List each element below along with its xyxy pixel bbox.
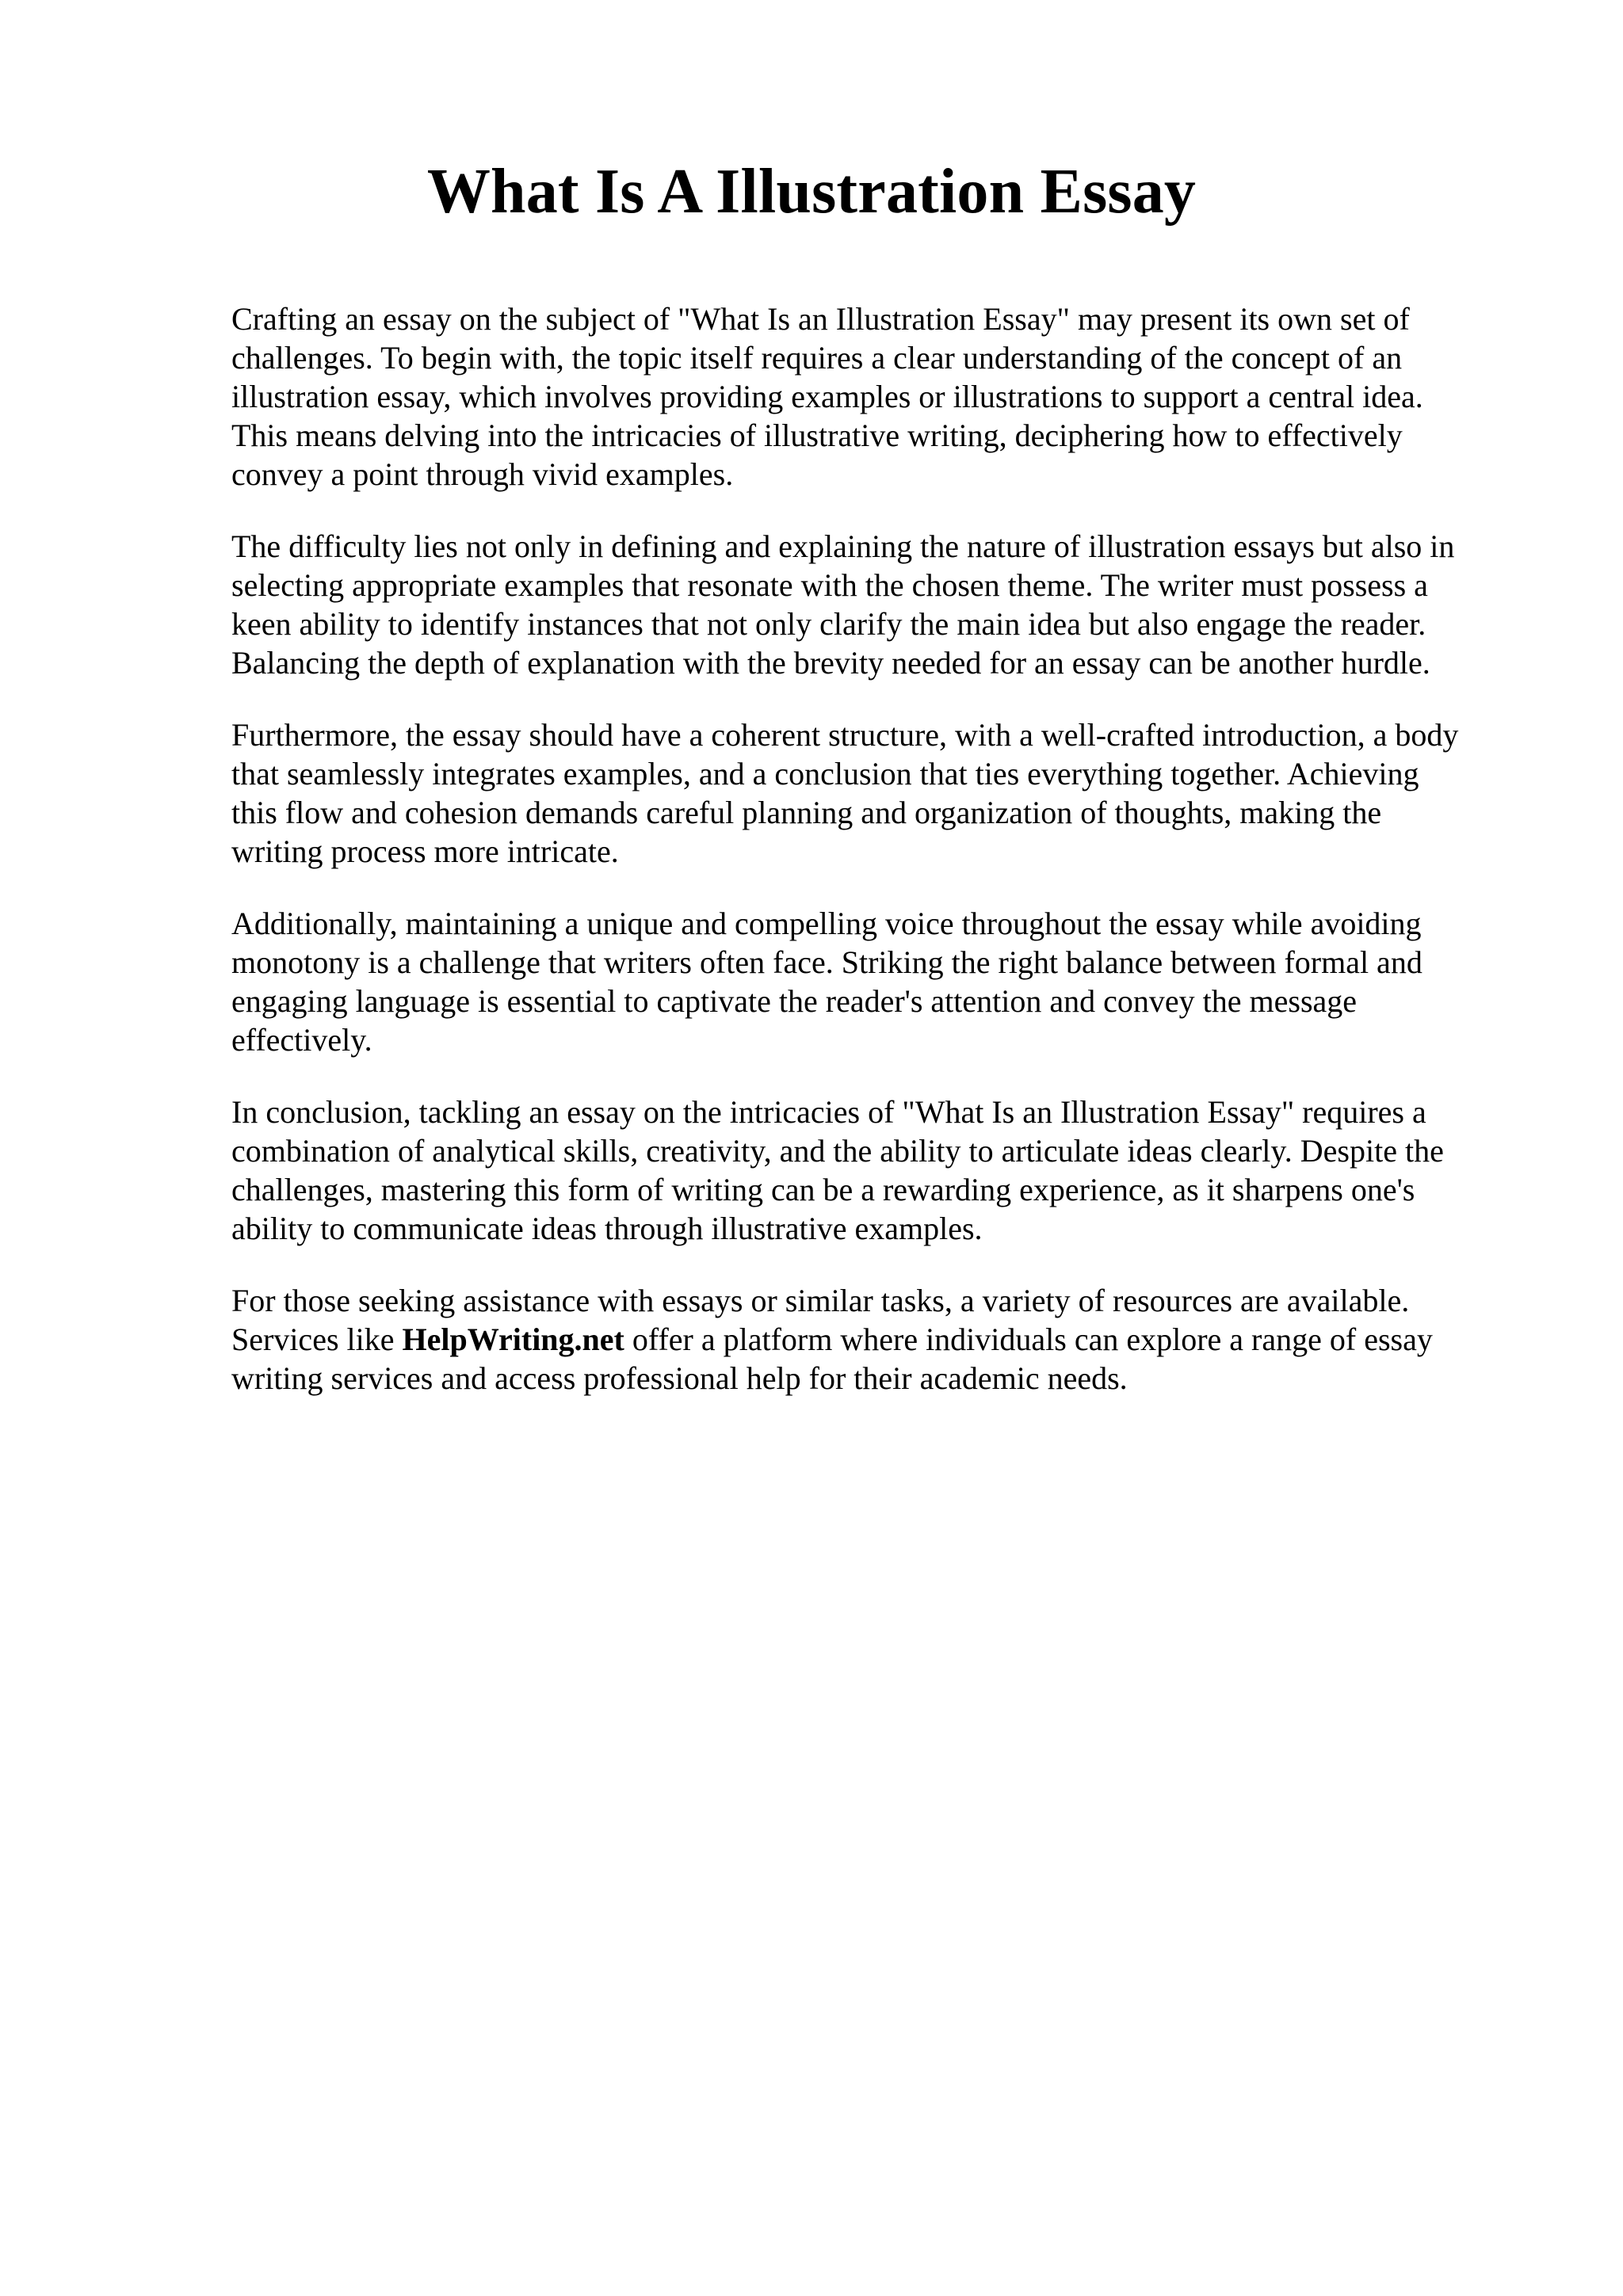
text-line: challenges. To begin with, the topic itself requires a clear understanding of the concept of an (231, 340, 1403, 376)
text-line-with-link (231, 1320, 1515, 1359)
text-line: writing process more intricate. (231, 833, 619, 869)
text-line: Additionally, maintaining a unique and compelling voice throughout the essay while avoiding (231, 906, 1422, 941)
helpwriting-link[interactable]: HelpWriting.net (402, 1322, 624, 1357)
text-line: This means delving into the intricacies of illustrative writing, deciphering how to effectively (231, 418, 1403, 453)
text-line: In conclusion, tackling an essay on the intricacies of "What Is an Illustration Essay" requires a (231, 1094, 1426, 1130)
text-line: ability to communicate ideas through illustrative examples. (231, 1211, 983, 1246)
paragraph-1 (231, 299, 1515, 494)
paragraph-2 (231, 527, 1515, 682)
paragraph-3 (231, 715, 1515, 871)
text-line: selecting appropriate examples that resonate with the chosen theme. The writer must possess a (231, 567, 1428, 603)
text-line: Balancing the depth of explanation with the brevity needed for an essay can be another hurdle. (231, 645, 1430, 681)
text-line: convey a point through vivid examples. (231, 456, 734, 492)
text-line: Furthermore, the essay should have a coherent structure, with a well-crafted introduction, a body (231, 717, 1459, 753)
text-line: that seamlessly integrates examples, and a conclusion that ties everything together. Achieving (231, 756, 1419, 791)
paragraph-6 (231, 1281, 1515, 1398)
text-line: monotony is a challenge that writers often face. Striking the right balance between formal and (231, 944, 1423, 980)
text-segment: offer a platform where individuals can explore a range of essay (624, 1322, 1433, 1357)
text-line: For those seeking assistance with essays or similar tasks, a variety of resources are available. (231, 1283, 1410, 1318)
text-line: Crafting an essay on the subject of "What Is an Illustration Essay" may present its own set of (231, 301, 1410, 337)
text-line: engaging language is essential to captivate the reader's attention and convey the message (231, 983, 1358, 1019)
paragraph-5 (231, 1093, 1515, 1248)
document-title: What Is A Illustration Essay (426, 157, 1197, 227)
text-line: writing services and access professional help for their academic needs. (231, 1360, 1128, 1396)
text-line: challenges, mastering this form of writing can be a rewarding experience, as it sharpens one's (231, 1172, 1415, 1207)
text-line: effectively. (231, 1022, 372, 1058)
text-line: keen ability to identify instances that not only clarify the main idea but also engage the reader. (231, 606, 1426, 642)
text-line: illustration essay, which involves providing examples or illustrations to support a central idea. (231, 379, 1423, 414)
text-segment: Services like (231, 1322, 403, 1357)
text-line: this flow and cohesion demands careful planning and organization of thoughts, making the (231, 795, 1382, 830)
document-body (231, 299, 1515, 1431)
text-line: combination of analytical skills, creativity, and the ability to articulate ideas clearly. Despite the (231, 1133, 1444, 1169)
paragraph-4 (231, 904, 1515, 1059)
text-line: The difficulty lies not only in defining and explaining the nature of illustration essays but also in (231, 528, 1455, 564)
